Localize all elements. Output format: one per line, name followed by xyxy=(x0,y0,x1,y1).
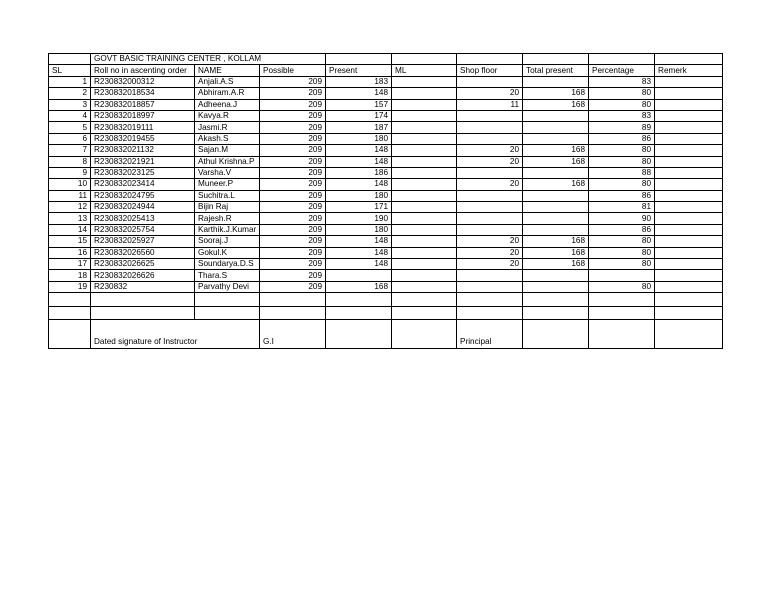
cell-roll-no: R230832025754 xyxy=(91,224,195,235)
cell-roll-no: R230832024944 xyxy=(91,202,195,213)
cell-sl: 13 xyxy=(49,213,91,224)
cell-shop-floor xyxy=(457,202,523,213)
cell-possible: 209 xyxy=(260,88,326,99)
cell-sl: 11 xyxy=(49,190,91,201)
cell-present: 148 xyxy=(326,236,392,247)
table-row xyxy=(49,76,723,87)
cell-roll-no: R230832026626 xyxy=(91,270,195,281)
cell-name: Jasmi.R xyxy=(195,122,260,133)
cell-possible: 209 xyxy=(260,76,326,87)
cell-remark xyxy=(655,133,723,144)
cell-name: Soundarya.D.S xyxy=(195,259,260,270)
title-row xyxy=(49,54,723,65)
cell-shop-floor xyxy=(457,167,523,178)
header-possible: Possible xyxy=(260,65,326,76)
cell-shop-floor: 20 xyxy=(457,259,523,270)
cell-sl: 12 xyxy=(49,202,91,213)
cell-percentage: 80 xyxy=(589,259,655,270)
cell-total-present xyxy=(523,167,589,178)
header-sl: SL xyxy=(49,65,91,76)
cell-roll-no: R230832023414 xyxy=(91,179,195,190)
header-percentage: Percentage xyxy=(589,65,655,76)
cell-shop-floor xyxy=(457,213,523,224)
cell-remark xyxy=(655,213,723,224)
table-row xyxy=(49,133,723,144)
cell-remark xyxy=(655,236,723,247)
table-row xyxy=(49,281,723,292)
cell-present: 171 xyxy=(326,202,392,213)
cell-remark xyxy=(655,270,723,281)
cell-ml xyxy=(392,88,457,99)
cell-percentage xyxy=(589,270,655,281)
table-row xyxy=(49,179,723,190)
cell-sl: 2 xyxy=(49,88,91,99)
cell-name: Anjali.A.S xyxy=(195,76,260,87)
cell-present: 148 xyxy=(326,259,392,270)
cell-percentage: 88 xyxy=(589,167,655,178)
cell-possible: 209 xyxy=(260,179,326,190)
cell-total-present xyxy=(523,202,589,213)
cell-percentage: 80 xyxy=(589,247,655,258)
cell-possible: 209 xyxy=(260,213,326,224)
cell-present: 174 xyxy=(326,110,392,121)
table-row xyxy=(49,167,723,178)
cell-shop-floor xyxy=(457,110,523,121)
cell-possible: 209 xyxy=(260,122,326,133)
cell-ml xyxy=(392,224,457,235)
table-row xyxy=(49,99,723,110)
cell-name: Karthik.J.Kumar xyxy=(195,224,260,235)
cell-ml xyxy=(392,190,457,201)
cell-shop-floor: 11 xyxy=(457,99,523,110)
cell-present: 148 xyxy=(326,179,392,190)
cell-possible: 209 xyxy=(260,270,326,281)
cell-present: 190 xyxy=(326,213,392,224)
cell-ml xyxy=(392,76,457,87)
cell-present: 148 xyxy=(326,145,392,156)
cell-ml xyxy=(392,145,457,156)
cell-ml xyxy=(392,236,457,247)
cell-roll-no: R230832021921 xyxy=(91,156,195,167)
cell-roll-no: R230832026625 xyxy=(91,259,195,270)
cell-total-present xyxy=(523,76,589,87)
table-row xyxy=(49,270,723,281)
cell-sl: 7 xyxy=(49,145,91,156)
cell-percentage: 80 xyxy=(589,99,655,110)
cell-shop-floor xyxy=(457,133,523,144)
cell-percentage: 86 xyxy=(589,224,655,235)
cell-sl: 10 xyxy=(49,179,91,190)
table-row xyxy=(49,236,723,247)
cell-percentage: 89 xyxy=(589,122,655,133)
blank-row xyxy=(49,293,723,307)
cell-roll-no: R230832019111 xyxy=(91,122,195,133)
table-row xyxy=(49,145,723,156)
cell-percentage: 80 xyxy=(589,281,655,292)
cell-ml xyxy=(392,270,457,281)
cell-total-present xyxy=(523,270,589,281)
cell-roll-no: R230832 xyxy=(91,281,195,292)
cell-name: Adheena.J xyxy=(195,99,260,110)
instructor-signature-label: Dated signature of Instructor xyxy=(91,320,260,349)
header-total-present: Total present xyxy=(523,65,589,76)
cell-shop-floor: 20 xyxy=(457,88,523,99)
cell-shop-floor xyxy=(457,224,523,235)
cell-ml xyxy=(392,99,457,110)
cell-present: 148 xyxy=(326,247,392,258)
attendance-table xyxy=(48,53,723,349)
cell-sl: 5 xyxy=(49,122,91,133)
cell-name: Suchitra.L xyxy=(195,190,260,201)
cell-remark xyxy=(655,247,723,258)
cell-percentage: 90 xyxy=(589,213,655,224)
cell-percentage: 80 xyxy=(589,236,655,247)
cell-roll-no: R230832019455 xyxy=(91,133,195,144)
cell-ml xyxy=(392,259,457,270)
cell-ml xyxy=(392,167,457,178)
cell-shop-floor: 20 xyxy=(457,156,523,167)
cell-sl: 8 xyxy=(49,156,91,167)
cell-present: 148 xyxy=(326,88,392,99)
cell-possible: 209 xyxy=(260,145,326,156)
cell-name: Parvathy Devi xyxy=(195,281,260,292)
table-row xyxy=(49,224,723,235)
cell-present: 148 xyxy=(326,156,392,167)
cell-roll-no: R230832026560 xyxy=(91,247,195,258)
cell-name: Gokul.K xyxy=(195,247,260,258)
cell-possible: 209 xyxy=(260,259,326,270)
cell-shop-floor xyxy=(457,270,523,281)
cell-total-present: 168 xyxy=(523,259,589,270)
cell-remark xyxy=(655,259,723,270)
cell-name: Sajan.M xyxy=(195,145,260,156)
cell-present: 183 xyxy=(326,76,392,87)
cell-remark xyxy=(655,110,723,121)
cell-present: 180 xyxy=(326,190,392,201)
header-ml: ML xyxy=(392,65,457,76)
cell-total-present: 168 xyxy=(523,145,589,156)
cell-name: Thara.S xyxy=(195,270,260,281)
cell-name: Athul Krishna.P xyxy=(195,156,260,167)
cell-ml xyxy=(392,122,457,133)
cell-remark xyxy=(655,88,723,99)
cell-roll-no: R230832025413 xyxy=(91,213,195,224)
cell-shop-floor: 20 xyxy=(457,145,523,156)
cell-total-present: 168 xyxy=(523,99,589,110)
cell-ml xyxy=(392,133,457,144)
cell-percentage: 80 xyxy=(589,179,655,190)
cell-possible: 209 xyxy=(260,224,326,235)
cell-ml xyxy=(392,247,457,258)
cell-total-present: 168 xyxy=(523,236,589,247)
cell-total-present: 168 xyxy=(523,88,589,99)
cell-shop-floor xyxy=(457,190,523,201)
cell-remark xyxy=(655,190,723,201)
header-shop-floor: Shop floor xyxy=(457,65,523,76)
cell-present: 186 xyxy=(326,167,392,178)
cell-total-present xyxy=(523,110,589,121)
table-row xyxy=(49,156,723,167)
cell-ml xyxy=(392,213,457,224)
cell-name: Bijin Raj xyxy=(195,202,260,213)
cell-sl: 3 xyxy=(49,99,91,110)
header-roll-no: Roll no in ascenting order xyxy=(91,65,195,76)
table-row xyxy=(49,213,723,224)
cell-roll-no: R230832018857 xyxy=(91,99,195,110)
cell-percentage: 80 xyxy=(589,88,655,99)
cell-present: 180 xyxy=(326,133,392,144)
table-row xyxy=(49,122,723,133)
table-row xyxy=(49,88,723,99)
cell-ml xyxy=(392,202,457,213)
cell-remark xyxy=(655,167,723,178)
cell-sl: 15 xyxy=(49,236,91,247)
cell-remark xyxy=(655,145,723,156)
cell-roll-no: R230832018534 xyxy=(91,88,195,99)
cell-possible: 209 xyxy=(260,247,326,258)
table-row xyxy=(49,202,723,213)
cell-ml xyxy=(392,281,457,292)
cell-total-present xyxy=(523,213,589,224)
cell-possible: 209 xyxy=(260,190,326,201)
cell-total-present: 168 xyxy=(523,179,589,190)
cell-present: 157 xyxy=(326,99,392,110)
cell-roll-no: R230832025927 xyxy=(91,236,195,247)
cell-percentage: 83 xyxy=(589,76,655,87)
header-row xyxy=(49,65,723,76)
cell-possible: 209 xyxy=(260,110,326,121)
cell-name: Abhiram.A.R xyxy=(195,88,260,99)
cell-sl: 18 xyxy=(49,270,91,281)
cell-roll-no: R230832018997 xyxy=(91,110,195,121)
cell-total-present xyxy=(523,224,589,235)
cell-shop-floor: 20 xyxy=(457,247,523,258)
cell-ml xyxy=(392,110,457,121)
cell-name: Akash.S xyxy=(195,133,260,144)
cell-ml xyxy=(392,179,457,190)
cell-present: 180 xyxy=(326,224,392,235)
cell-remark xyxy=(655,76,723,87)
cell-total-present xyxy=(523,122,589,133)
cell-percentage: 86 xyxy=(589,190,655,201)
principal-label: Principal xyxy=(457,320,523,349)
cell-name: Kavya.R xyxy=(195,110,260,121)
cell-percentage: 86 xyxy=(589,133,655,144)
header-present: Present xyxy=(326,65,392,76)
cell-remark xyxy=(655,156,723,167)
cell-sl: 14 xyxy=(49,224,91,235)
cell-possible: 209 xyxy=(260,236,326,247)
table-row xyxy=(49,259,723,270)
signature-row xyxy=(49,320,723,349)
gi-label: G.I xyxy=(260,320,326,349)
table-row xyxy=(49,247,723,258)
cell-shop-floor xyxy=(457,76,523,87)
cell-possible: 209 xyxy=(260,99,326,110)
table-row xyxy=(49,110,723,121)
cell-sl: 19 xyxy=(49,281,91,292)
cell-percentage: 81 xyxy=(589,202,655,213)
cell-percentage: 80 xyxy=(589,145,655,156)
header-remark: Remerk xyxy=(655,65,723,76)
cell-total-present xyxy=(523,133,589,144)
cell-shop-floor: 20 xyxy=(457,236,523,247)
sheet-title: GOVT BASIC TRAINING CENTER , KOLLAM xyxy=(91,54,326,65)
cell-present xyxy=(326,270,392,281)
cell-roll-no: R230832000312 xyxy=(91,76,195,87)
cell-remark xyxy=(655,122,723,133)
cell-sl: 6 xyxy=(49,133,91,144)
cell-name: Varsha.V xyxy=(195,167,260,178)
cell-shop-floor: 20 xyxy=(457,179,523,190)
cell-remark xyxy=(655,179,723,190)
cell-total-present xyxy=(523,281,589,292)
cell-roll-no: R230832024795 xyxy=(91,190,195,201)
cell-total-present xyxy=(523,190,589,201)
cell-shop-floor xyxy=(457,281,523,292)
table-row xyxy=(49,190,723,201)
cell-present: 168 xyxy=(326,281,392,292)
cell-possible: 209 xyxy=(260,156,326,167)
cell-possible: 209 xyxy=(260,281,326,292)
cell-possible: 209 xyxy=(260,167,326,178)
header-name: NAME xyxy=(195,65,260,76)
cell-possible: 209 xyxy=(260,202,326,213)
cell-percentage: 80 xyxy=(589,156,655,167)
cell-sl: 9 xyxy=(49,167,91,178)
cell-name: Sooraj.J xyxy=(195,236,260,247)
cell-sl: 1 xyxy=(49,76,91,87)
cell-roll-no: R230832023125 xyxy=(91,167,195,178)
cell-present: 187 xyxy=(326,122,392,133)
cell-sl: 17 xyxy=(49,259,91,270)
cell-total-present: 168 xyxy=(523,156,589,167)
cell-shop-floor xyxy=(457,122,523,133)
cell-remark xyxy=(655,99,723,110)
cell-possible: 209 xyxy=(260,133,326,144)
cell-roll-no: R230832021132 xyxy=(91,145,195,156)
cell-percentage: 83 xyxy=(589,110,655,121)
cell-name: Rajesh.R xyxy=(195,213,260,224)
cell-remark xyxy=(655,281,723,292)
cell-ml xyxy=(392,156,457,167)
blank-row xyxy=(49,306,723,320)
cell-remark xyxy=(655,224,723,235)
cell-sl: 4 xyxy=(49,110,91,121)
cell-total-present: 168 xyxy=(523,247,589,258)
cell-sl: 16 xyxy=(49,247,91,258)
cell-remark xyxy=(655,202,723,213)
cell-name: Muneer.P xyxy=(195,179,260,190)
